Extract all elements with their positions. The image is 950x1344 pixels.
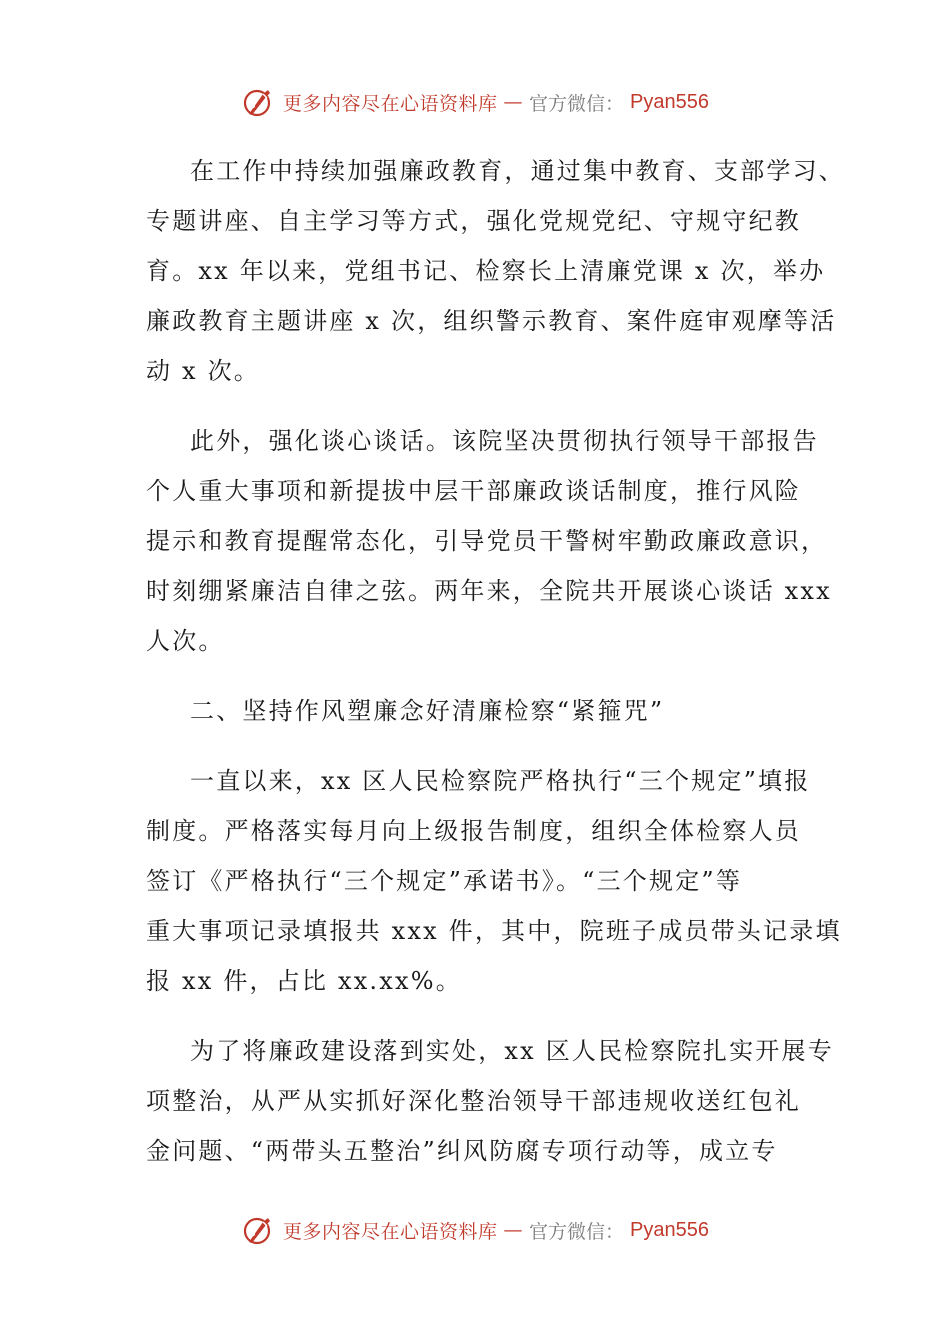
watermark-wechat-id: Pyan556: [630, 1218, 709, 1241]
text-line: 此外，强化谈心谈话。该院坚决贯彻执行领导干部报告: [190, 427, 819, 455]
text-line: 在工作中持续加强廉政教育，通过集中教育、支部学习、: [190, 157, 845, 185]
watermark-wechat-id: Pyan556: [630, 90, 709, 113]
watermark-dash: —: [503, 91, 524, 113]
watermark-dash: —: [503, 1219, 524, 1241]
text-line: 签订《严格执行“三个规定”承诺书》。“三个规定”等: [146, 867, 743, 895]
watermark-header: [0, 80, 950, 124]
paragraph: [146, 146, 845, 396]
text-line: 金问题、“两带头五整治”纠风防腐专项行动等，成立专: [146, 1137, 778, 1165]
text-line: 为了将廉政建设落到实处，xx 区人民检察院扎实开展专: [190, 1037, 834, 1065]
text-line: 个人重大事项和新提拔中层干部廉政谈话制度，推行风险: [146, 477, 801, 505]
paragraph: [146, 756, 842, 1006]
text-line: 一直以来，xx 区人民检察院严格执行“三个规定”填报: [190, 767, 811, 795]
heading-line: 二、坚持作风塑廉念好清廉检察“紧箍咒”: [190, 697, 665, 725]
watermark-site-text: 更多内容尽在心语资料库: [283, 1220, 498, 1243]
paragraph: [146, 1026, 834, 1176]
watermark-label: 官方微信：: [529, 1220, 625, 1243]
text-line: 重大事项记录填报共 xxx 件，其中，院班子成员带头记录填: [146, 917, 842, 945]
text-line: 制度。严格落实每月向上级报告制度，组织全体检察人员: [146, 817, 801, 845]
watermark-site-text: 更多内容尽在心语资料库: [283, 92, 498, 115]
text-line: 育。xx 年以来，党组书记、检察长上清廉党课 x 次，举办: [146, 257, 826, 285]
watermark-footer: [0, 1208, 950, 1252]
section-heading: [146, 686, 826, 736]
watermark-label: 官方微信：: [529, 92, 625, 115]
paragraph: [146, 416, 832, 666]
text-line: 动 x 次。: [146, 357, 260, 385]
text-line: 专题讲座、自主学习等方式，强化党规党纪、守规守纪教: [146, 207, 801, 235]
text-line: 提示和教育提醒常态化，引导党员干警树牢勤政廉政意识，: [146, 527, 828, 555]
text-line: 廉政教育主题讲座 x 次，组织警示教育、案件庭审观摩等活: [146, 307, 837, 335]
text-line: 人次。: [146, 627, 225, 655]
text-line: 报 xx 件，占比 xx.xx%。: [146, 967, 462, 995]
document-body: [146, 146, 845, 1196]
text-line: 项整治，从严从实抓好深化整治领导干部违规收送红包礼: [146, 1087, 801, 1115]
text-line: 时刻绷紧廉洁自律之弦。两年来，全院共开展谈心谈话 xxx: [146, 577, 832, 605]
pen-logo-icon: [241, 84, 277, 120]
pen-logo-icon: [241, 1212, 277, 1248]
